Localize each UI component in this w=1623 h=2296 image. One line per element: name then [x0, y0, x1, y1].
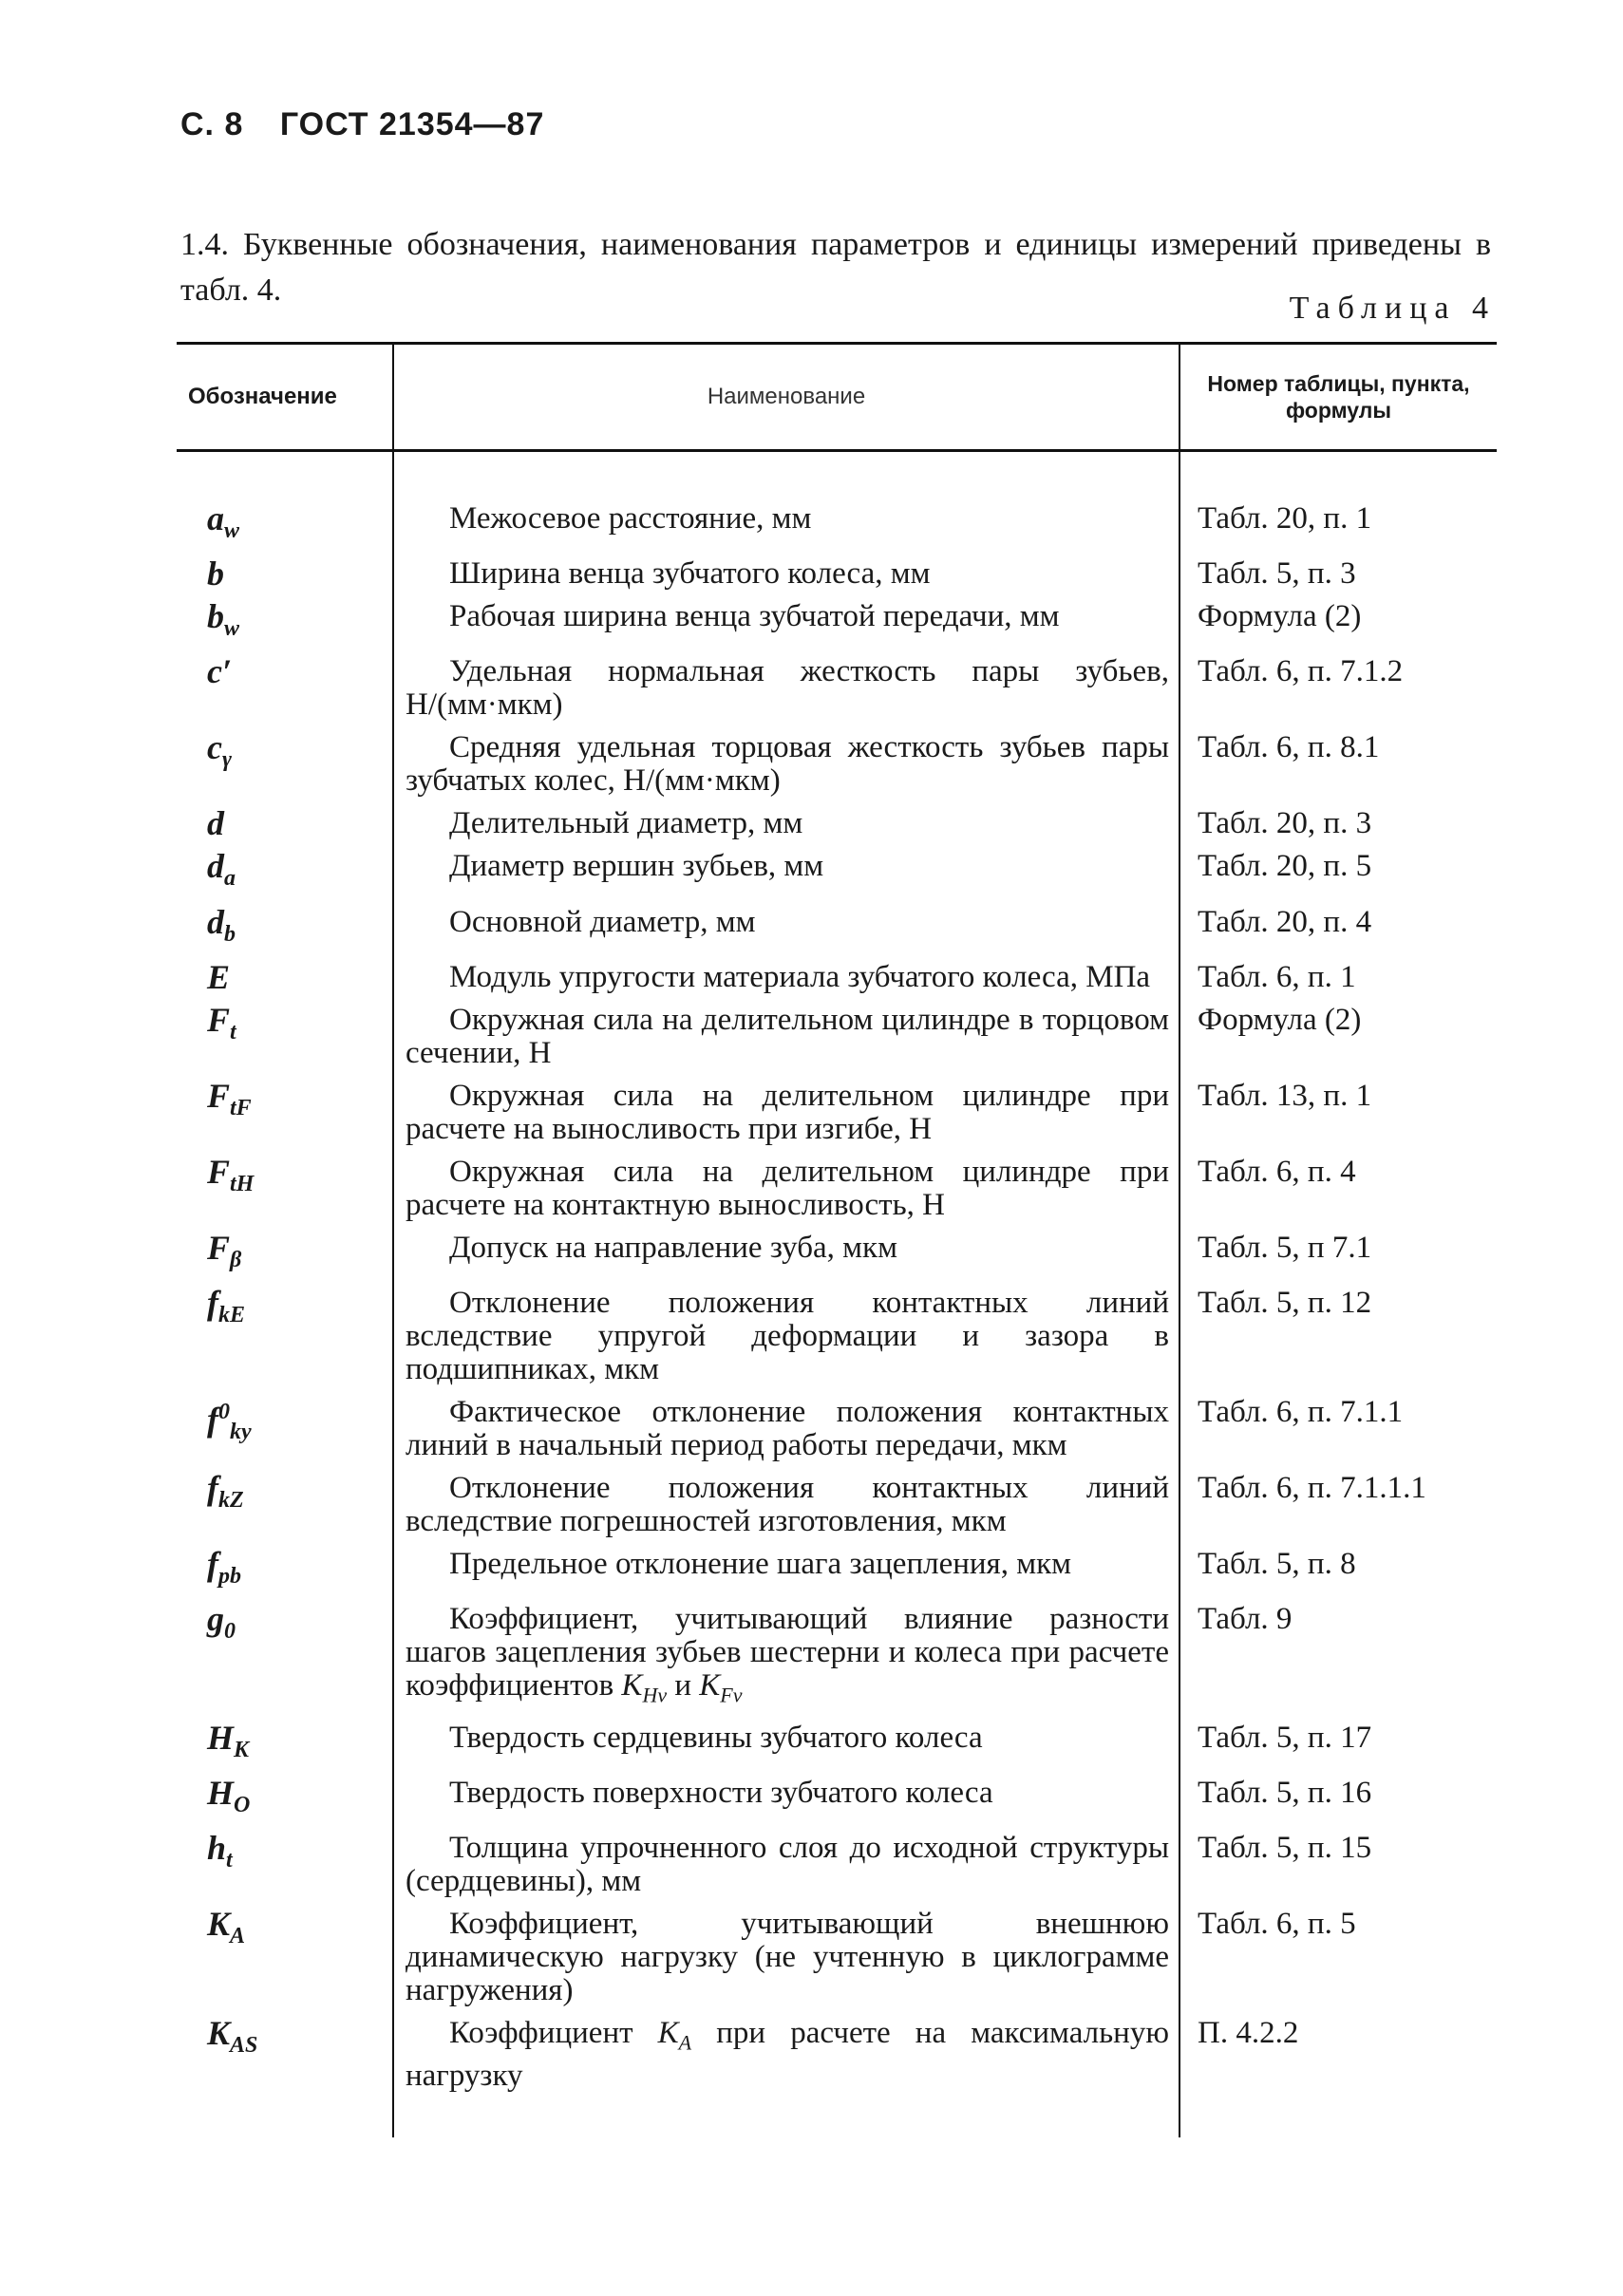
- parameter-name-cell: Модуль упругости материала зубчатого колеса, МПа: [393, 958, 1180, 1001]
- standard-title: ГОСТ 21354—87: [279, 106, 545, 142]
- table-end-row: [177, 2099, 1497, 2137]
- reference-cell: Табл. 6, п. 7.1.2: [1180, 652, 1497, 728]
- symbol-base: f: [207, 1468, 218, 1507]
- reference-cell: Табл. 5, п. 12: [1180, 1284, 1497, 1393]
- symbol-cell: [177, 1393, 393, 1469]
- table-row: [177, 499, 1497, 555]
- symbol-cell: [177, 1905, 393, 2014]
- table-row: [177, 804, 1497, 847]
- symbol-subscript: tH: [230, 1171, 255, 1196]
- symbol-subscript: A: [230, 1924, 246, 1949]
- symbol-base: F: [207, 1152, 231, 1191]
- page-header: [180, 106, 571, 143]
- symbol-superscript: 0: [218, 1399, 230, 1424]
- symbol-base: F: [207, 1076, 231, 1115]
- parameter-name-cell: Толщина упрочненного слоя до исходной структуры (сердцевины), мм: [393, 1829, 1180, 1905]
- intro-paragraph: 1.4. Буквенные обозначения, наименования параметров и единицы измерений приведены в табл. 4.: [180, 227, 1491, 308]
- table-row: [177, 903, 1497, 958]
- reference-cell: Табл. 9: [1180, 1600, 1497, 1719]
- table-row: [177, 958, 1497, 1001]
- symbol-cell: [177, 1600, 393, 1719]
- symbol-subscript: 0: [224, 1619, 236, 1645]
- parameter-name-cell: Межосевое расстояние, мм: [393, 499, 1180, 555]
- symbol-subscript: kE: [218, 1303, 246, 1328]
- parameter-name-cell: Основной диаметр, мм: [393, 903, 1180, 958]
- table-row: [177, 847, 1497, 902]
- symbol-subscript: O: [234, 1793, 251, 1818]
- reference-cell: Табл. 5, п. 15: [1180, 1829, 1497, 1905]
- reference-cell: Табл. 20, п. 3: [1180, 804, 1497, 847]
- symbol-base: b: [207, 597, 224, 636]
- reference-cell: Табл. 6, п. 5: [1180, 1905, 1497, 2014]
- table-row: [177, 2014, 1497, 2099]
- symbol-base: d: [207, 847, 224, 886]
- symbol-cell: [177, 1829, 393, 1905]
- table-row: [177, 1774, 1497, 1829]
- reference-cell: Формула (2): [1180, 597, 1497, 652]
- parameter-name-cell: Фактическое отклонение положения контактных линий в начальный период работы передачи, мкм: [393, 1393, 1180, 1469]
- symbol-subscript: ky: [230, 1420, 252, 1445]
- symbol-base: h: [207, 1829, 227, 1868]
- symbol-subscript: t: [226, 1848, 233, 1873]
- table-row: [177, 1284, 1497, 1393]
- reference-cell: Табл. 6, п. 7.1.1.1: [1180, 1469, 1497, 1545]
- reference-cell: Табл. 5, п. 16: [1180, 1774, 1497, 1829]
- parameter-name-cell: Окружная сила на делительном цилиндре в торцовом сечении, Н: [393, 1001, 1180, 1077]
- table-row: [177, 555, 1497, 597]
- inline-symbol: $K_{Fv}$: [699, 1668, 743, 1707]
- symbol-cell: [177, 652, 393, 728]
- symbol-cell: [177, 958, 393, 1001]
- symbol-base: K: [207, 2014, 231, 2053]
- inline-symbol: $K_A$: [657, 2016, 692, 2055]
- symbol-cell: [177, 1229, 393, 1284]
- symbol-cell: [177, 597, 393, 652]
- parameter-name-cell: Окружная сила на делительном цилиндре при расчете на выносливость при изгибе, Н: [393, 1077, 1180, 1153]
- symbol-base: c: [207, 728, 222, 767]
- inline-symbol: $K_{Hv}$: [621, 1668, 668, 1707]
- symbol-cell: [177, 728, 393, 804]
- reference-cell: Табл. 5, п 7.1: [1180, 1229, 1497, 1284]
- parameter-name-cell: Окружная сила на делительном цилиндре при расчете на контактную выносливость, Н: [393, 1153, 1180, 1229]
- parameter-name-cell: Предельное отклонение шага зацепления, мкм: [393, 1545, 1180, 1600]
- parameter-name-cell: Удельная нормальная жесткость пары зубьев, Н/(мм·мкм): [393, 652, 1180, 728]
- table-row: [177, 597, 1497, 652]
- symbol-base: H: [207, 1718, 235, 1757]
- reference-cell: Табл. 6, п. 1: [1180, 958, 1497, 1001]
- symbol-base: g: [207, 1600, 224, 1639]
- table-row: [177, 1229, 1497, 1284]
- parameter-name-cell: Твердость сердцевины зубчатого колеса: [393, 1719, 1180, 1774]
- table-row: [177, 1077, 1497, 1153]
- symbol-cell: [177, 1153, 393, 1229]
- symbol-cell: [177, 804, 393, 847]
- reference-cell: Табл. 20, п. 4: [1180, 903, 1497, 958]
- symbol-base: d: [207, 902, 224, 941]
- parameter-name-cell: Коэффициент, учитывающий влияние разности шагов зацепления зубьев шестерни и колеса при расчете коэффициентов $K_{Hv}$ и $K_{Fv}$: [393, 1600, 1180, 1719]
- reference-cell: Формула (2): [1180, 1001, 1497, 1077]
- reference-cell: Табл. 5, п. 8: [1180, 1545, 1497, 1600]
- symbol-subscript: K: [234, 1737, 250, 1762]
- symbol-cell: [177, 1545, 393, 1600]
- parameter-name-cell: Делительный диаметр, мм: [393, 804, 1180, 847]
- symbol-cell: [177, 1001, 393, 1077]
- reference-cell: Табл. 5, п. 17: [1180, 1719, 1497, 1774]
- symbol-subscript: β: [230, 1247, 242, 1272]
- symbol-cell: [177, 1077, 393, 1153]
- symbol-subscript: γ: [221, 747, 232, 773]
- symbol-base: K: [207, 1905, 231, 1944]
- symbol-base: F: [207, 1228, 231, 1267]
- symbol-subscript: b: [224, 921, 236, 947]
- parameter-name-cell: Коэффициент $K_A$ при расчете на максимальную нагрузку: [393, 2014, 1180, 2099]
- reference-cell: Табл. 13, п. 1: [1180, 1077, 1497, 1153]
- symbol-base: d: [207, 804, 224, 843]
- symbol-base: c′: [207, 652, 233, 691]
- symbol-cell: [177, 1719, 393, 1774]
- symbol-base: E: [207, 957, 231, 996]
- symbol-base: b: [207, 555, 224, 593]
- symbol-cell: [177, 1774, 393, 1829]
- symbol-subscript: a: [224, 866, 236, 892]
- table-row: [177, 1153, 1497, 1229]
- symbol-base: a: [207, 499, 224, 537]
- symbol-base: f: [207, 1544, 218, 1583]
- parameter-name-cell: Ширина венца зубчатого колеса, мм: [393, 555, 1180, 597]
- reference-cell: Табл. 6, п. 7.1.1: [1180, 1393, 1497, 1469]
- parameter-name-cell: Допуск на направление зуба, мкм: [393, 1229, 1180, 1284]
- symbol-cell: [177, 555, 393, 597]
- symbol-cell: [177, 1469, 393, 1545]
- symbol-cell: [177, 903, 393, 958]
- table-row: [177, 1469, 1497, 1545]
- symbol-cell: [177, 847, 393, 902]
- symbol-subscript: w: [224, 518, 240, 544]
- page-number: С. 8: [180, 106, 244, 142]
- reference-cell: Табл. 6, п. 8.1: [1180, 728, 1497, 804]
- symbol-base: f: [207, 1283, 218, 1322]
- symbol-cell: [177, 2014, 393, 2099]
- symbol-base: F: [207, 1000, 231, 1039]
- table-row: [177, 1600, 1497, 1719]
- column-header-reference: Номер таблицы, пункта, формулы: [1180, 344, 1497, 451]
- symbol-base: f: [207, 1400, 218, 1439]
- reference-cell: Табл. 6, п. 4: [1180, 1153, 1497, 1229]
- parameter-name-cell: Средняя удельная торцовая жесткость зубьев пары зубчатых колес, Н/(мм·мкм): [393, 728, 1180, 804]
- parameter-name-cell: Твердость поверхности зубчатого колеса: [393, 1774, 1180, 1829]
- column-header-name: Наименование: [393, 344, 1180, 451]
- symbol-subscript: pb: [218, 1564, 241, 1590]
- parameter-name-cell: Коэффициент, учитывающий внешнюю динамическую нагрузку (не учтенную в циклограмме нагружения): [393, 1905, 1180, 2014]
- table-row: [177, 1829, 1497, 1905]
- reference-cell: Табл. 20, п. 1: [1180, 499, 1497, 555]
- table-row: [177, 1393, 1497, 1469]
- parameter-name-cell: Диаметр вершин зубьев, мм: [393, 847, 1180, 902]
- symbol-subscript: AS: [230, 2033, 258, 2059]
- table-caption: Таблица 4: [1289, 291, 1496, 326]
- symbol-subscript: tF: [230, 1095, 252, 1120]
- table-row: [177, 1719, 1497, 1774]
- symbol-subscript: t: [230, 1019, 236, 1044]
- column-header-symbol: Обозначение: [188, 384, 337, 409]
- reference-cell: П. 4.2.2: [1180, 2014, 1497, 2099]
- symbol-cell: [177, 499, 393, 555]
- parameter-name-cell: Рабочая ширина венца зубчатой передачи, мм: [393, 597, 1180, 652]
- symbol-subscript: w: [224, 616, 240, 642]
- table-header-row: [177, 344, 1497, 451]
- symbols-table: [177, 342, 1497, 2137]
- parameter-name-cell: Отклонение положения контактных линий вследствие упругой деформации и зазора в подшипниках, мкм: [393, 1284, 1180, 1393]
- symbol-base: H: [207, 1773, 235, 1812]
- reference-cell: Табл. 5, п. 3: [1180, 555, 1497, 597]
- table-spacer-row: [177, 451, 1497, 500]
- table-body: [177, 451, 1497, 2137]
- table-row: [177, 652, 1497, 728]
- reference-cell: Табл. 20, п. 5: [1180, 847, 1497, 902]
- table-row: [177, 728, 1497, 804]
- table-row: [177, 1545, 1497, 1600]
- symbol-subscript: kZ: [218, 1488, 244, 1514]
- table-row: [177, 1905, 1497, 2014]
- symbol-cell: [177, 1284, 393, 1393]
- table-row: [177, 1001, 1497, 1077]
- parameter-name-cell: Отклонение положения контактных линий вследствие погрешностей изготовления, мкм: [393, 1469, 1180, 1545]
